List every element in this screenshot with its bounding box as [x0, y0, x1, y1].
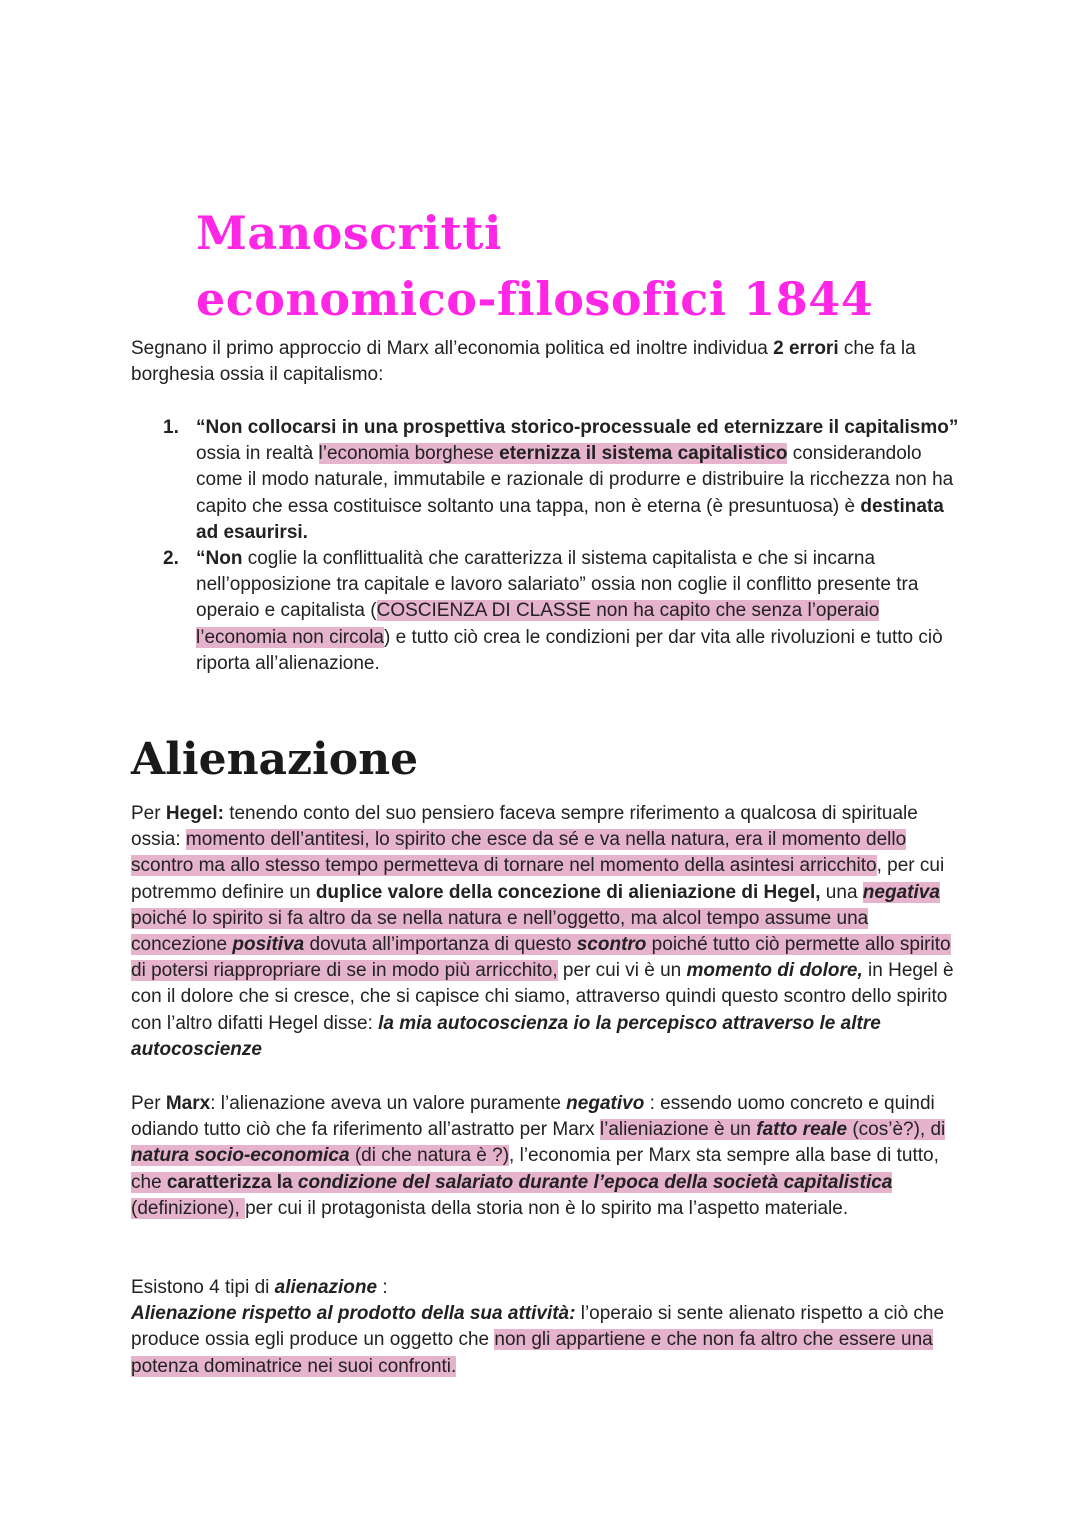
- error-2-highlight: COSCIENZA DI CLASSE non ha capito che senza l’operaio l’economia non circola: [196, 600, 880, 648]
- error-2-text-2: ) e tutto ciò crea le condizioni per dar vita alle rivoluzioni e tutto ciò riporta all’alienazione.: [196, 626, 943, 674]
- error-1-text-2: considerandolo come il modo naturale, immutabile e razionale di produrre e distribuire la ricchezza non ha capito che essa costituisce soltanto una tappa, non è eterna (è presuntuosa) è: [196, 443, 954, 517]
- marx-paragraph: [131, 1091, 961, 1222]
- section-heading-alienazione: Alienazione: [131, 734, 419, 785]
- highlight: (definizione),: [131, 1197, 246, 1219]
- text: in Hegel è con il dolore che si cresce, che si capisce chi siamo, attraverso quindi questo scontro dello spirito con l’altro difatti Hegel disse:: [131, 960, 954, 1034]
- highlight: (cos’è?), di: [847, 1119, 946, 1141]
- error-1-quote: “Non collocarsi in una prospettiva storico-processuale ed eternizzare il capitalismo”: [196, 417, 959, 438]
- bold-text: duplice valore della concezione di alieniazione di Hegel,: [315, 881, 821, 903]
- highlight-bold-italic: negativa: [862, 881, 940, 903]
- error-item-1: [131, 415, 961, 546]
- errors-list: [131, 415, 961, 677]
- text: per cui vi è un: [557, 960, 687, 982]
- error-2-quote: “Non: [196, 548, 243, 570]
- error-1-highlight-bold: eternizza il sistema capitalistico: [499, 443, 788, 465]
- list-number: 1.: [163, 417, 179, 438]
- highlight: poiché lo spirito si fa altro da se nella natura e nell’oggetto, ma alcol tempo assume una concezione: [131, 907, 869, 956]
- marx-label: Marx: [165, 1093, 211, 1114]
- text: Per: [131, 1093, 166, 1114]
- text: tenendo conto del suo pensiero faceva sempre riferimento a qualcosa di spirituale ossia:: [131, 803, 918, 851]
- highlight: (di che natura è ?): [349, 1145, 510, 1167]
- highlight: dovuta all’importanza di questo: [304, 934, 577, 956]
- highlight-bold: caratterizza la: [166, 1171, 298, 1193]
- tipi-paragraph: [131, 1275, 961, 1380]
- highlight-bold-italic: positiva: [232, 934, 305, 956]
- highlight-bold-italic: natura socio-economica: [131, 1145, 350, 1167]
- highlight: l’alieniazione è un: [599, 1119, 757, 1141]
- intro-text: Segnano il primo approccio di Marx all’economia politica ed inoltre individua: [131, 338, 774, 359]
- text: l’operaio si sente alienato rispetto a ciò che produce ossia egli produce un oggetto che: [131, 1303, 945, 1351]
- intro-text-2: che fa la borghesia ossia il capitalismo:: [131, 338, 916, 386]
- error-1-highlight: l’economia borghese: [318, 443, 500, 465]
- hegel-quote: la mia autocoscienza io la percepisco attraverso le altre autocoscienze: [131, 1012, 881, 1060]
- bold-italic: negativo: [566, 1093, 645, 1114]
- title-line-2: economico-filosofici 1844: [196, 272, 874, 326]
- highlight: non gli appartiene e che non fa altro che essere una potenza dominatrice nei suoi confronti.: [131, 1329, 933, 1377]
- text: : essendo uomo concreto e quindi odiando tutto ciò che fa riferimento all’astratto per Marx: [131, 1093, 935, 1141]
- error-item-2: [131, 546, 961, 677]
- error-1-bold-end: destinata ad esaurirsi.: [196, 495, 944, 543]
- text: , l’economia per Marx sta sempre alla base di tutto,: [509, 1145, 939, 1167]
- highlight-bold-italic: scontro: [576, 934, 647, 956]
- highlight-bold-italic: fatto reale: [756, 1119, 848, 1141]
- document-title: [196, 200, 873, 332]
- hegel-paragraph: [131, 801, 961, 1063]
- highlight: poiché tutto ciò permette allo spirito di potersi riappropriare di se in modo più arricchito,: [131, 934, 951, 982]
- text: : l’alienazione aveva un valore puramente: [210, 1093, 567, 1114]
- text: per cui il protagonista della storia non è lo spirito ma l’aspetto materiale.: [245, 1197, 849, 1219]
- bold-italic: alienazione: [274, 1277, 378, 1298]
- text: Per: [131, 803, 166, 824]
- text: una: [820, 881, 863, 903]
- bold-italic: momento di dolore,: [686, 960, 863, 982]
- text: :: [377, 1277, 388, 1298]
- error-1-text: ossia in realtà: [196, 443, 319, 465]
- intro-bold: 2 errori: [773, 338, 839, 359]
- title-line-1: Manoscritti: [196, 206, 502, 260]
- highlight-bold-italic: condizione del salariato durante l’epoca della società capitalistica: [297, 1171, 893, 1193]
- highlight: momento dell’antitesi, lo spirito che esce da sé e va nella natura, era il momento dello scontro ma allo stesso tempo permetteva di tornare nel momento della asintesi arricchito: [131, 829, 907, 877]
- error-2-text: coglie la conflittualità che caratterizza il sistema capitalista e che si incarna nell’opposizione tra capitale e lavoro salariato” ossia non coglie il conflitto presente tra operaio e capitalista (: [196, 548, 919, 622]
- text: Esistono 4 tipi di: [131, 1277, 275, 1298]
- subheading-prodotto: Alienazione rispetto al prodotto della sua attività:: [131, 1303, 576, 1325]
- list-number: 2.: [163, 548, 179, 570]
- text: , per cui potremmo definire un: [131, 855, 945, 903]
- intro-paragraph: [131, 336, 961, 388]
- highlight: che: [131, 1171, 167, 1193]
- hegel-label: Hegel:: [165, 803, 224, 824]
